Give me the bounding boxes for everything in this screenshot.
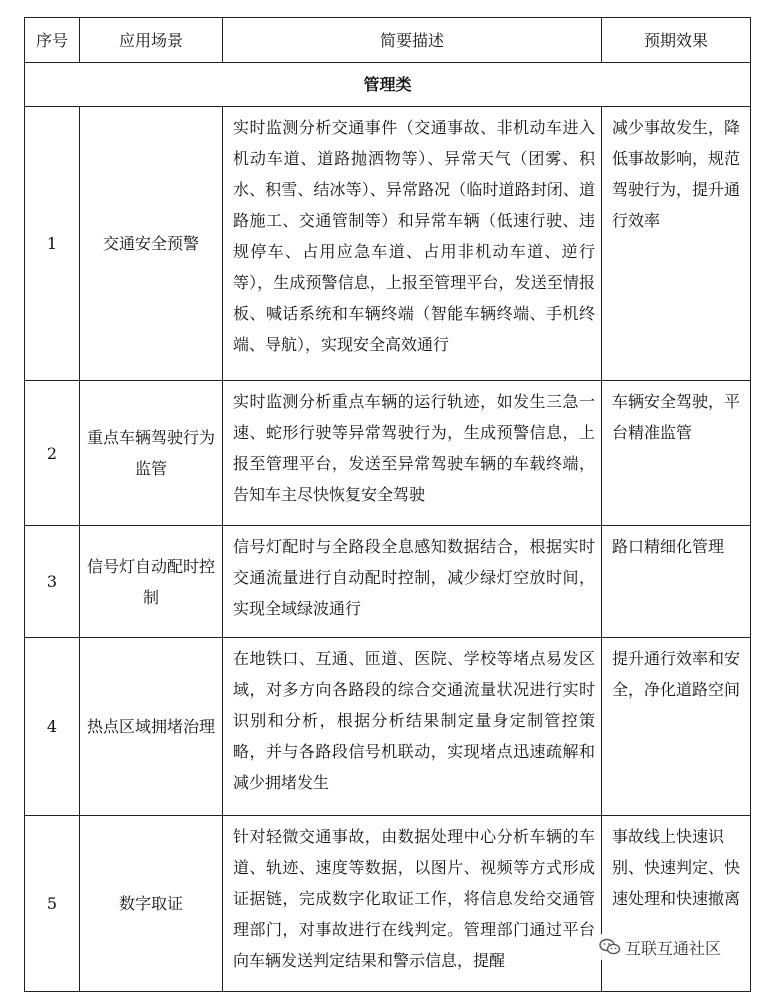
row-desc: 在地铁口、互通、匝道、医院、学校等堵点易发区域，对多方向各路段的综合交通流量状况进行实时识别和分析，根据分析结果制定量身定制管控策略，并与各路段信号机联动，实现堵点迅速疏解和减少拥堵发生 bbox=[223, 638, 602, 816]
row-no: 3 bbox=[25, 526, 80, 638]
table-row bbox=[25, 816, 751, 992]
row-scene: 热点区域拥堵治理 bbox=[80, 638, 223, 816]
row-scene: 重点车辆驾驶行为监管 bbox=[80, 381, 223, 526]
header-row bbox=[25, 18, 751, 63]
row-desc: 实时监测分析重点车辆的运行轨迹，如发生三急一速、蛇形行驶等异常驾驶行为，生成预警信息，上报至管理平台，发送至异常驾驶车辆的车载终端，告知车主尽快恢复安全驾驶 bbox=[223, 381, 602, 526]
header-scene: 应用场景 bbox=[80, 18, 223, 63]
row-scene: 信号灯自动配时控制 bbox=[80, 526, 223, 638]
wechat-icon bbox=[599, 938, 621, 956]
row-effect: 事故线上快速识别、快速判定、快速处理和快速撤离 bbox=[602, 816, 751, 992]
watermark bbox=[595, 934, 725, 960]
row-desc: 针对轻微交通事故，由数据处理中心分析车辆的车道、轨迹、速度等数据，以图片、视频等方式形成证据链，完成数字化取证工作，将信息发给交通管理部门，对事故进行在线判定。管理部门通过平台向车辆发送判定结果和警示信息，提醒 bbox=[233, 827, 595, 970]
row-effect: 减少事故发生，降低事故影响，规范驾驶行为，提升通行效率 bbox=[602, 107, 751, 381]
row-scene: 数字取证 bbox=[80, 816, 223, 992]
header-no: 序号 bbox=[25, 18, 80, 63]
scenario-table bbox=[24, 17, 751, 992]
header-effect: 预期效果 bbox=[602, 18, 751, 63]
table-row bbox=[25, 638, 751, 816]
header-desc: 简要描述 bbox=[223, 18, 602, 63]
row-no: 2 bbox=[25, 381, 80, 526]
table-row bbox=[25, 381, 751, 526]
row-no: 1 bbox=[25, 107, 80, 381]
row-no: 4 bbox=[25, 638, 80, 816]
row-desc: 实时监测分析交通事件（交通事故、非机动车进入机动车道、道路抛洒物等）、异常天气（团雾、积水、积雪、结冰等）、异常路况（临时道路封闭、道路施工、交通管制等）和异常车辆（低速行驶、违规停车、占用应急车道、占用非机动车道、逆行等），生成预警信息，上报至管理平台，发送至情报板、喊话系统和车辆终端（智能车辆终端、手机终端、导航），实现安全高效通行 bbox=[223, 107, 602, 381]
section-row bbox=[25, 63, 751, 107]
row-desc: 信号灯配时与全路段全息感知数据结合，根据实时交通流量进行自动配时控制，减少绿灯空放时间，实现全域绿波通行 bbox=[223, 526, 602, 638]
row-effect: 提升通行效率和安全，净化道路空间 bbox=[602, 638, 751, 816]
row-effect: 路口精细化管理 bbox=[602, 526, 751, 638]
section-title: 管理类 bbox=[25, 63, 751, 107]
row-effect: 车辆安全驾驶，平台精准监管 bbox=[602, 381, 751, 526]
table-row bbox=[25, 107, 751, 381]
row-scene: 交通安全预警 bbox=[80, 107, 223, 381]
row-no: 5 bbox=[25, 816, 80, 992]
row-desc-cell bbox=[223, 816, 602, 992]
watermark-text: 互联互通社区 bbox=[625, 938, 722, 958]
table-row bbox=[25, 526, 751, 638]
